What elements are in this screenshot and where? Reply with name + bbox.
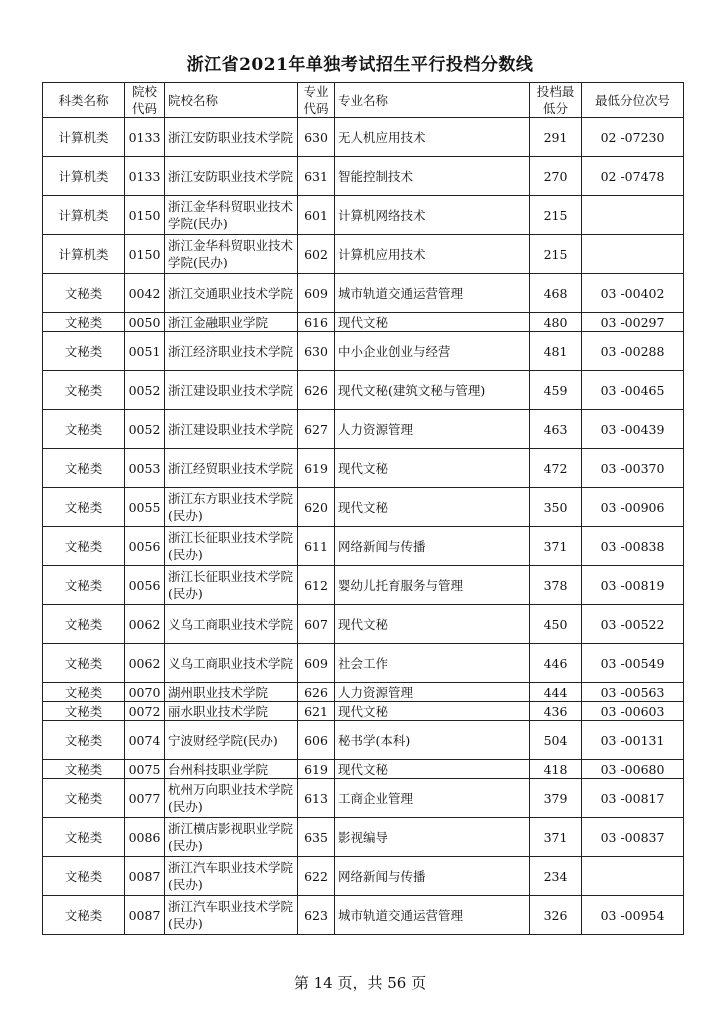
- cell-school-code: 0150: [125, 235, 165, 274]
- cell-major-code: 620: [298, 488, 335, 527]
- cell-school-code: 0150: [125, 196, 165, 235]
- cell-major-code: 635: [298, 818, 335, 857]
- cell-school-name: 浙江横店影视职业学院(民办): [165, 818, 298, 857]
- cell-major-code: 630: [298, 118, 335, 157]
- cell-major-code: 609: [298, 274, 335, 313]
- cell-major-code: 601: [298, 196, 335, 235]
- cell-school-name: 浙江金融职业学院: [165, 313, 298, 332]
- cell-min-score: 350: [530, 488, 582, 527]
- table-row: [43, 683, 684, 702]
- cell-school-code: 0050: [125, 313, 165, 332]
- cell-school-code: 0062: [125, 644, 165, 683]
- cell-school-code: 0072: [125, 702, 165, 721]
- table-row: [43, 566, 684, 605]
- cell-school-name: 义乌工商职业技术学院: [165, 605, 298, 644]
- cell-min-score: 450: [530, 605, 582, 644]
- table-row: [43, 760, 684, 779]
- cell-min-rank: 03 -00549: [582, 644, 684, 683]
- cell-school-code: 0052: [125, 371, 165, 410]
- cell-school-code: 0056: [125, 566, 165, 605]
- table-body: [43, 118, 684, 935]
- cell-major-name: 秘书学(本科): [335, 721, 530, 760]
- cell-school-name: 浙江金华科贸职业技术学院(民办): [165, 235, 298, 274]
- header-major-name: 专业名称: [335, 83, 530, 118]
- cell-school-name: 浙江交通职业技术学院: [165, 274, 298, 313]
- cell-major-code: 630: [298, 332, 335, 371]
- cell-major-name: 现代文秘: [335, 605, 530, 644]
- cell-min-score: 291: [530, 118, 582, 157]
- cell-major-code: 609: [298, 644, 335, 683]
- table-row: [43, 332, 684, 371]
- cell-category: 文秘类: [43, 488, 125, 527]
- cell-min-score: 378: [530, 566, 582, 605]
- cell-min-rank: 03 -00522: [582, 605, 684, 644]
- cell-major-name: 计算机应用技术: [335, 235, 530, 274]
- cell-min-score: 468: [530, 274, 582, 313]
- header-school-name: 院校名称: [165, 83, 298, 118]
- cell-min-score: 446: [530, 644, 582, 683]
- cell-major-name: 现代文秘: [335, 313, 530, 332]
- cell-school-name: 湖州职业技术学院: [165, 683, 298, 702]
- table-row: [43, 449, 684, 488]
- cell-school-name: 杭州万向职业技术学院(民办): [165, 779, 298, 818]
- cell-school-name: 浙江建设职业技术学院: [165, 410, 298, 449]
- cell-min-score: 326: [530, 896, 582, 935]
- cell-school-code: 0055: [125, 488, 165, 527]
- cell-min-rank: 03 -00954: [582, 896, 684, 935]
- cell-min-rank: 03 -00906: [582, 488, 684, 527]
- cell-major-code: 602: [298, 235, 335, 274]
- cell-category: 文秘类: [43, 818, 125, 857]
- cell-min-rank: [582, 235, 684, 274]
- page-title: 浙江省2021年单独考试招生平行投档分数线: [186, 55, 534, 75]
- cell-school-name: 宁波财经学院(民办): [165, 721, 298, 760]
- cell-min-rank: 03 -00297: [582, 313, 684, 332]
- cell-min-score: 234: [530, 857, 582, 896]
- cell-major-name: 人力资源管理: [335, 683, 530, 702]
- table-row: [43, 779, 684, 818]
- table-row: [43, 857, 684, 896]
- cell-major-code: 616: [298, 313, 335, 332]
- cell-min-score: 444: [530, 683, 582, 702]
- cell-category: 文秘类: [43, 760, 125, 779]
- cell-school-code: 0051: [125, 332, 165, 371]
- cell-category: 文秘类: [43, 702, 125, 721]
- cell-school-code: 0070: [125, 683, 165, 702]
- cell-category: 文秘类: [43, 896, 125, 935]
- cell-min-rank: [582, 857, 684, 896]
- cell-major-name: 网络新闻与传播: [335, 857, 530, 896]
- cell-major-code: 612: [298, 566, 335, 605]
- cell-category: 文秘类: [43, 274, 125, 313]
- cell-school-name: 浙江金华科贸职业技术学院(民办): [165, 196, 298, 235]
- cell-major-name: 影视编导: [335, 818, 530, 857]
- cell-min-rank: 03 -00819: [582, 566, 684, 605]
- cell-min-rank: 03 -00288: [582, 332, 684, 371]
- cell-school-name: 丽水职业技术学院: [165, 702, 298, 721]
- cell-min-rank: 03 -00837: [582, 818, 684, 857]
- table-header-row: [43, 83, 684, 118]
- table-row: [43, 235, 684, 274]
- cell-major-name: 现代文秘: [335, 702, 530, 721]
- cell-category: 文秘类: [43, 566, 125, 605]
- cell-major-name: 网络新闻与传播: [335, 527, 530, 566]
- cell-school-code: 0074: [125, 721, 165, 760]
- cell-min-rank: [582, 196, 684, 235]
- cell-major-code: 626: [298, 683, 335, 702]
- table-row: [43, 371, 684, 410]
- cell-school-name: 浙江汽车职业技术学院(民办): [165, 896, 298, 935]
- cell-school-name: 浙江安防职业技术学院: [165, 157, 298, 196]
- cell-min-score: 480: [530, 313, 582, 332]
- cell-major-name: 城市轨道交通运营管理: [335, 274, 530, 313]
- cell-min-score: 371: [530, 527, 582, 566]
- cell-major-code: 626: [298, 371, 335, 410]
- cell-category: 文秘类: [43, 779, 125, 818]
- cell-school-code: 0133: [125, 157, 165, 196]
- cell-min-rank: 02 -07230: [582, 118, 684, 157]
- table-row: [43, 118, 684, 157]
- cell-school-code: 0086: [125, 818, 165, 857]
- cell-min-score: 472: [530, 449, 582, 488]
- cell-min-score: 270: [530, 157, 582, 196]
- cell-school-code: 0075: [125, 760, 165, 779]
- cell-school-name: 浙江长征职业技术学院(民办): [165, 566, 298, 605]
- cell-school-name: 浙江安防职业技术学院: [165, 118, 298, 157]
- cell-major-name: 计算机网络技术: [335, 196, 530, 235]
- cell-category: 文秘类: [43, 857, 125, 896]
- header-category: 科类名称: [43, 83, 125, 118]
- cell-major-name: 现代文秘: [335, 488, 530, 527]
- cell-category: 文秘类: [43, 527, 125, 566]
- cell-school-name: 浙江东方职业技术学院(民办): [165, 488, 298, 527]
- cell-min-score: 215: [530, 196, 582, 235]
- cell-min-score: 418: [530, 760, 582, 779]
- cell-category: 文秘类: [43, 332, 125, 371]
- cell-major-name: 现代文秘: [335, 449, 530, 488]
- table-row: [43, 274, 684, 313]
- cell-min-score: 463: [530, 410, 582, 449]
- cell-major-code: 622: [298, 857, 335, 896]
- cell-major-code: 619: [298, 760, 335, 779]
- cell-school-code: 0053: [125, 449, 165, 488]
- cell-category: 文秘类: [43, 605, 125, 644]
- cell-min-rank: 03 -00465: [582, 371, 684, 410]
- cell-major-code: 623: [298, 896, 335, 935]
- cell-min-rank: 03 -00817: [582, 779, 684, 818]
- cell-category: 计算机类: [43, 157, 125, 196]
- cell-min-rank: 03 -00680: [582, 760, 684, 779]
- cell-school-code: 0062: [125, 605, 165, 644]
- table-row: [43, 410, 684, 449]
- cell-category: 文秘类: [43, 410, 125, 449]
- page-footer: 第 14 页，共 56 页: [293, 974, 427, 992]
- cell-school-code: 0052: [125, 410, 165, 449]
- cell-major-name: 现代文秘: [335, 760, 530, 779]
- cell-school-name: 浙江经贸职业技术学院: [165, 449, 298, 488]
- cell-school-name: 浙江长征职业技术学院(民办): [165, 527, 298, 566]
- cell-school-name: 台州科技职业学院: [165, 760, 298, 779]
- cell-category: 文秘类: [43, 721, 125, 760]
- cell-category: 计算机类: [43, 235, 125, 274]
- cell-category: 文秘类: [43, 371, 125, 410]
- cell-major-code: 621: [298, 702, 335, 721]
- score-table: [42, 82, 684, 935]
- table-row: [43, 196, 684, 235]
- cell-major-name: 中小企业创业与经营: [335, 332, 530, 371]
- table-row: [43, 721, 684, 760]
- cell-school-name: 浙江建设职业技术学院: [165, 371, 298, 410]
- cell-major-name: 社会工作: [335, 644, 530, 683]
- cell-school-name: 浙江汽车职业技术学院(民办): [165, 857, 298, 896]
- cell-min-rank: 03 -00563: [582, 683, 684, 702]
- cell-major-code: 613: [298, 779, 335, 818]
- cell-school-code: 0087: [125, 857, 165, 896]
- cell-major-name: 现代文秘(建筑文秘与管理): [335, 371, 530, 410]
- table-row: [43, 818, 684, 857]
- header-min-rank: 最低分位次号: [582, 83, 684, 118]
- header-min-score: 投档最低分: [530, 83, 582, 118]
- cell-category: 文秘类: [43, 313, 125, 332]
- cell-category: 计算机类: [43, 196, 125, 235]
- cell-major-name: 无人机应用技术: [335, 118, 530, 157]
- cell-school-code: 0042: [125, 274, 165, 313]
- cell-school-name: 浙江经济职业技术学院: [165, 332, 298, 371]
- cell-min-rank: 03 -00370: [582, 449, 684, 488]
- cell-min-score: 459: [530, 371, 582, 410]
- cell-school-name: 义乌工商职业技术学院: [165, 644, 298, 683]
- cell-min-score: 215: [530, 235, 582, 274]
- cell-category: 文秘类: [43, 644, 125, 683]
- header-school-code: 院校代码: [125, 83, 165, 118]
- cell-major-name: 婴幼儿托育服务与管理: [335, 566, 530, 605]
- cell-school-code: 0056: [125, 527, 165, 566]
- table-row: [43, 644, 684, 683]
- cell-min-rank: 03 -00603: [582, 702, 684, 721]
- cell-major-name: 智能控制技术: [335, 157, 530, 196]
- cell-min-rank: 03 -00131: [582, 721, 684, 760]
- cell-major-code: 606: [298, 721, 335, 760]
- cell-school-code: 0077: [125, 779, 165, 818]
- cell-major-name: 人力资源管理: [335, 410, 530, 449]
- cell-min-rank: 02 -07478: [582, 157, 684, 196]
- cell-major-name: 城市轨道交通运营管理: [335, 896, 530, 935]
- cell-school-code: 0133: [125, 118, 165, 157]
- table-row: [43, 702, 684, 721]
- table-row: [43, 896, 684, 935]
- cell-min-score: 504: [530, 721, 582, 760]
- cell-min-rank: 03 -00439: [582, 410, 684, 449]
- cell-major-code: 627: [298, 410, 335, 449]
- cell-category: 计算机类: [43, 118, 125, 157]
- cell-category: 文秘类: [43, 683, 125, 702]
- cell-school-code: 0087: [125, 896, 165, 935]
- cell-min-score: 481: [530, 332, 582, 371]
- table-row: [43, 605, 684, 644]
- cell-min-score: 371: [530, 818, 582, 857]
- table-row: [43, 157, 684, 196]
- cell-major-code: 631: [298, 157, 335, 196]
- table-row: [43, 527, 684, 566]
- cell-major-code: 607: [298, 605, 335, 644]
- cell-min-score: 379: [530, 779, 582, 818]
- table-row: [43, 313, 684, 332]
- cell-min-rank: 03 -00402: [582, 274, 684, 313]
- table-row: [43, 488, 684, 527]
- cell-major-code: 619: [298, 449, 335, 488]
- cell-min-score: 436: [530, 702, 582, 721]
- header-major-code: 专业代码: [298, 83, 335, 118]
- cell-category: 文秘类: [43, 449, 125, 488]
- cell-major-code: 611: [298, 527, 335, 566]
- cell-min-rank: 03 -00838: [582, 527, 684, 566]
- cell-major-name: 工商企业管理: [335, 779, 530, 818]
